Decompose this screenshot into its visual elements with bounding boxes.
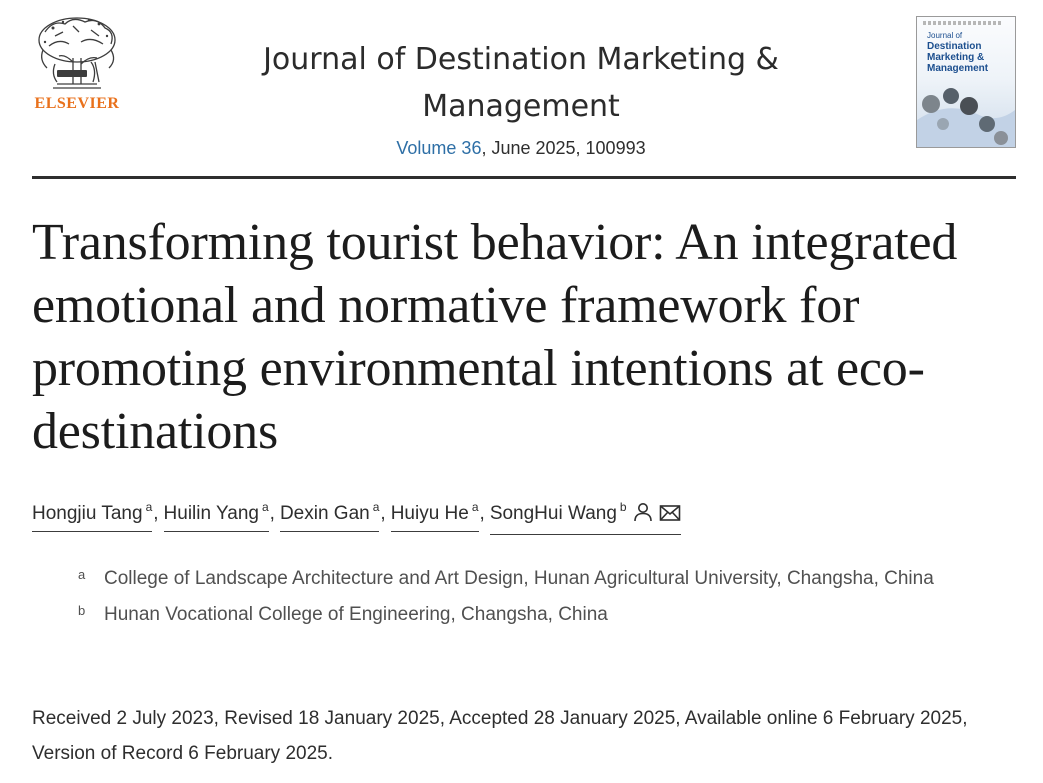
author-affiliation-marker: a bbox=[261, 500, 269, 514]
author-affiliation-marker: a bbox=[471, 500, 479, 514]
author-name: Dexin Gan bbox=[279, 503, 370, 524]
cover-header-strip bbox=[923, 21, 1003, 25]
email-icon bbox=[659, 500, 681, 534]
journal-info bbox=[227, 36, 815, 160]
cover-title bbox=[927, 32, 1011, 74]
author-link[interactable] bbox=[391, 490, 479, 532]
author-link[interactable] bbox=[32, 490, 152, 532]
author-name: Huiyu He bbox=[390, 503, 469, 524]
affiliation-item bbox=[78, 561, 978, 597]
journal-issue-info bbox=[227, 136, 815, 160]
affiliation-text: College of Landscape Architecture and Art Design, Hunan Agricultural University, Changsha, China bbox=[104, 568, 934, 589]
article-header bbox=[32, 0, 1016, 179]
author-separator: , bbox=[153, 503, 159, 524]
affiliation-label: b bbox=[78, 603, 86, 618]
cover-photo-collage-icon bbox=[917, 80, 1015, 147]
author-affiliation-marker: b bbox=[619, 500, 627, 514]
cover-small-label: Journal of bbox=[927, 31, 963, 40]
affiliation-text: Hunan Vocational College of Engineering, Changsha, China bbox=[104, 604, 608, 625]
affiliations-list bbox=[78, 561, 978, 633]
volume-link[interactable]: Volume 36 bbox=[396, 138, 482, 158]
author-separator: , bbox=[380, 503, 386, 524]
cover-title-line-1: Destination bbox=[927, 40, 982, 52]
publisher-name: ELSEVIER bbox=[34, 95, 120, 112]
cover-title-line-3: Management bbox=[927, 62, 989, 74]
author-name: SongHui Wang bbox=[489, 503, 617, 524]
author-name: Huilin Yang bbox=[163, 503, 259, 524]
affiliation-label: a bbox=[78, 567, 86, 582]
elsevier-tree-logo-icon bbox=[33, 14, 121, 94]
journal-cover-thumbnail[interactable] bbox=[916, 16, 1016, 148]
author-separator: , bbox=[269, 503, 275, 524]
author-list bbox=[32, 490, 1012, 526]
author-affiliation-marker: a bbox=[372, 500, 380, 514]
publisher-logo[interactable] bbox=[32, 14, 122, 113]
article-title: Transforming tourist behavior: An integrated emotional and normative framework for promoting environmental intentions at eco-destinations bbox=[32, 214, 958, 460]
author-name: Hongjiu Tang bbox=[32, 503, 143, 524]
author-link[interactable] bbox=[164, 490, 269, 532]
author-separator: , bbox=[479, 503, 485, 524]
author-affiliation-marker: a bbox=[145, 500, 153, 514]
journal-title-link[interactable]: Journal of Destination Marketing & Management bbox=[263, 42, 779, 124]
article-history: Received 2 July 2023, Revised 18 January 2025, Accepted 28 January 2025, Available online 6 February 2025, Version of Record 6 February 2025. bbox=[32, 708, 968, 764]
issue-details: , June 2025, 100993 bbox=[481, 138, 646, 158]
author-link[interactable] bbox=[280, 490, 379, 532]
affiliation-item bbox=[78, 597, 978, 633]
cover-title-line-2: Marketing & bbox=[927, 51, 985, 63]
person-icon bbox=[633, 500, 653, 534]
corresponding-author-link[interactable] bbox=[490, 490, 681, 535]
